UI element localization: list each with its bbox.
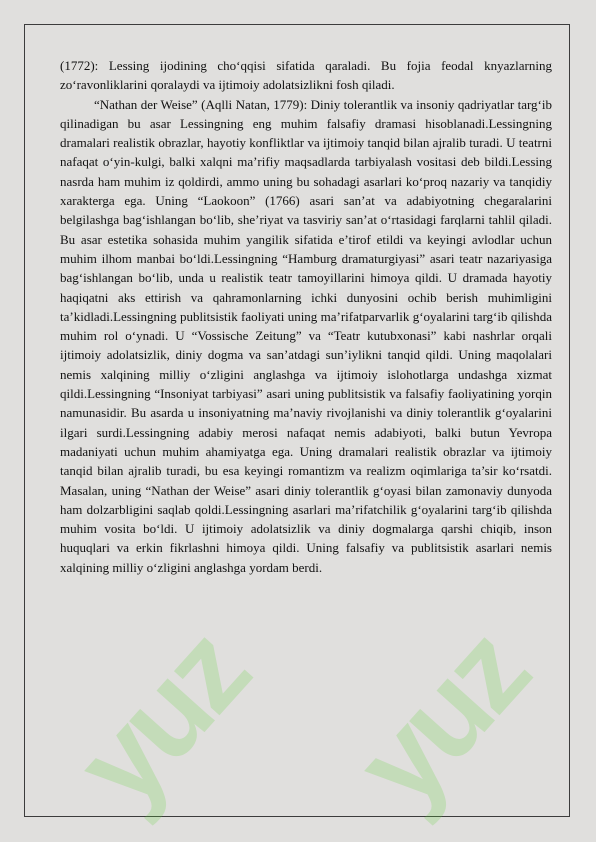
paragraph: “Nathan der Weise” (Aqlli Natan, 1779): Diniy tolerantlik va insoniy qadriyatlar targ‘ib qilinadigan bu asar Lessingning eng muhim falsafiy dramasi hisoblanadi.Lessingning dramalari realistik obrazlar, hayotiy konfliktlar va ijtimoiy tanqid bilan ajralib turadi. U teatrni nafaqat o‘yin-kulgi, balki xalqni ma’rifiy maqsadlarda tarbiyalash vositasi deb bildi.Lessing nasrda ham muhim iz qoldirdi, ammo uning bu sohadagi asarlari ko‘proq nazariy va tanqidiy xarakterga ega. Uning “Laokoon” (1766) asari san’at va adabiyotning chegaralarini belgilashga bag‘ishlangan bo‘lib, she’riyat va tasviriy san’at o‘rtasidagi farqlarni tahlil qiladi. Bu asar estetika sohasida muhim yangilik sifatida e’tirof etildi va keyingi avlodlar uchun muhim ilhom manbai bo‘ldi.Lessingning “Hamburg dramaturgiyasi” asari teatr nazariyasiga bag‘ishlangan bo‘lib, unda u realistik teatr tamoyillarini himoya qildi. U dramada hayotiy haqiqatni aks ettirish va qahramonlarning ichki dunyosini ochib berish muhimligini ta’kidladi.Lessingning publitsistik faoliyati uning ma’rifatparvarlik g‘oyalarini targ‘ib qilishda muhim rol o‘ynadi. U “Vossische Zeitung” va “Teatr kutubxonasi” kabi nashrlar orqali ijtimoiy adolatsizlik, diniy dogma va san’atdagi sun’iylikni tanqid qildi. Uning maqolalari nemis xalqining milliy o‘zligini anglashga va ijtimoiy islohotlarga undashga xizmat qildi.Lessingning “Insoniyat tarbiyasi” asari uning publitsistik va falsafiy faoliyatining yorqin namunasidir. Bu asarda u insoniyatning ma’naviy rivojlanishi va diniy tolerantlik g‘oyalarini ilgari surdi.Lessingning adabiy merosi nafaqat nemis adabiyoti, balki butun Yevropa madaniyati uchun muhim ahamiyatga ega. Uning dramalari realistik obrazlar va ijtimoiy tanqid bilan ajralib turadi, bu esa keyingi romantizm va realizm oqimlariga ta’sir ko‘rsatdi. Masalan, uning “Nathan der Weise” asari diniy tolerantlik g‘oyasi bilan zamonaviy dunyoda ham dolzarbligini saqlab qoldi.Lessingning asarlari ma’rifatchilik g‘oyalarini targ‘ib qilishda muhim vosita bo‘ldi. U ijtimoiy adolatsizlik va diniy dogmalarga qarshi chiqib, inson huquqlari va erkin fikrlashni himoya qildi. Uning falsafiy va publitsistik asarlari nemis xalqining milliy o‘zligini anglashga yordam berdi. [60,96,552,575]
watermark-logo: yuz [50,606,272,832]
watermark-logo: yuz [330,606,552,832]
document-body [60,56,552,577]
paragraph: (1772): Lessing ijodining cho‘qqisi sifatida qaraladi. Bu fojia feodal knyazlarning zo‘ravonliklarini qoralaydi va ijtimoiy adolatsizlikni fosh qiladi. [60,58,552,93]
